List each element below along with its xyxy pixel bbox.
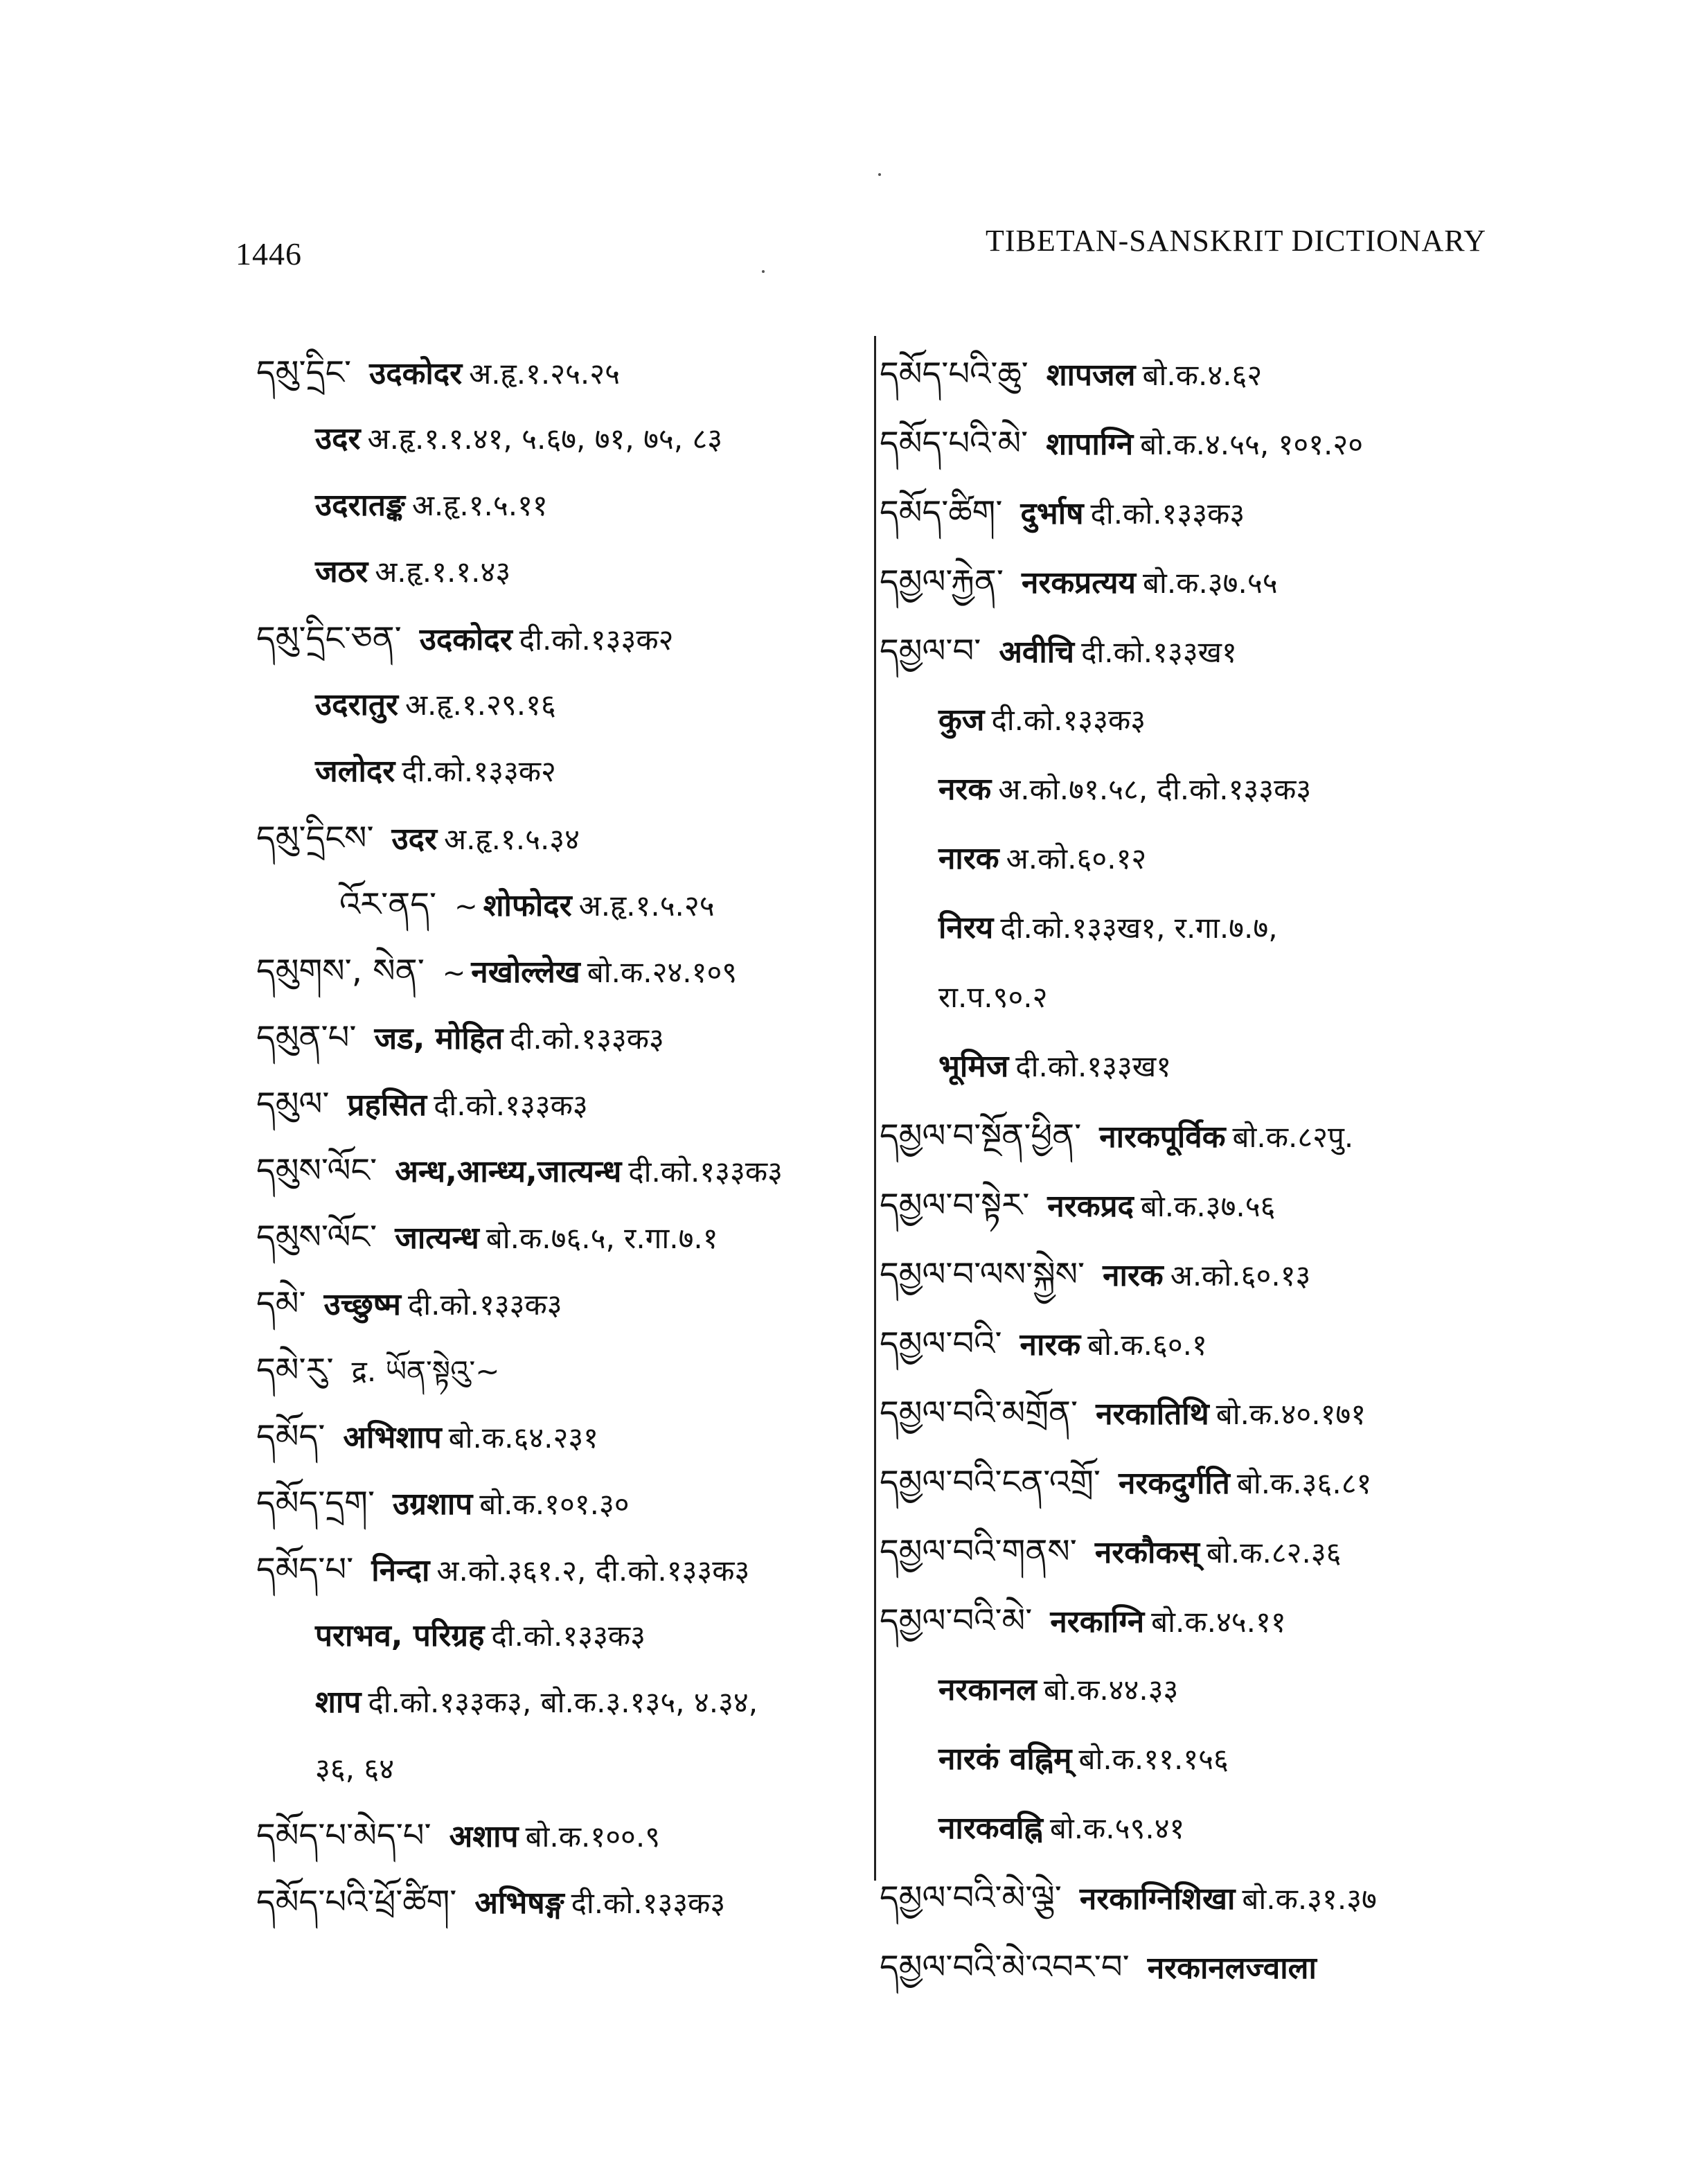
tibetan-headword: དམུལ་: [256, 1085, 330, 1124]
sanskrit-equivalent: नारक: [1019, 1327, 1081, 1362]
source-reference: द्र. ཡོན་སྟེའུ་~: [351, 1354, 500, 1388]
sanskrit-equivalent: नरक: [938, 772, 992, 807]
tibetan-headword: དམོད་པའི་ཆུ་: [880, 355, 1028, 393]
source-reference: दी.को.१३३क३: [991, 703, 1146, 737]
sanskrit-equivalent: नारकं वह्निम्: [938, 1741, 1072, 1777]
sanskrit-equivalent: उदरातङ्क: [315, 488, 405, 523]
tibetan-headword: དམུས་ལོང་: [256, 1151, 377, 1190]
tibetan-headword: དམོད་པའི་ཕྲོ་ཚིག་: [256, 1883, 457, 1921]
tibetan-headword: དམོད་པའི་མེ་: [880, 424, 1028, 463]
sanskrit-equivalent: उदकोदर: [419, 622, 513, 657]
dictionary-entry: [256, 1270, 873, 1337]
sanskrit-equivalent: अवीचि: [999, 634, 1075, 670]
dictionary-subentry: [256, 1669, 873, 1736]
dictionary-subentry: [256, 472, 873, 539]
dictionary-subentry: [256, 1603, 873, 1669]
source-reference: अ.हृ.१.५.११: [411, 488, 548, 522]
tibetan-headword: དམུ་དྲིངས་: [256, 819, 374, 858]
source-reference: दी.को.१३३क३: [1090, 497, 1245, 531]
source-reference: अ.को.७१.५८, दी.को.१३३क३: [998, 772, 1312, 806]
sanskrit-equivalent: नखोल्लेख: [471, 955, 580, 990]
dictionary-entry: [256, 1137, 873, 1204]
source-reference: बो.क.५९.४१: [1049, 1811, 1185, 1845]
tibetan-headword: དམོད་ཚིག་: [880, 493, 1003, 532]
sanskrit-equivalent: नरकानल: [938, 1672, 1037, 1707]
dictionary-entry: [880, 1378, 1544, 1448]
source-reference: बो.क.१००.९: [525, 1820, 661, 1854]
tibetan-headword: དམྱལ་བའི་གནས་: [880, 1532, 1077, 1571]
dictionary-entry: [256, 805, 873, 871]
dictionary-entry: [880, 1586, 1544, 1655]
source-reference: बो.क.४४.३३: [1043, 1673, 1179, 1707]
dictionary-entry: [880, 339, 1544, 409]
tibetan-headword: དམྱལ་བ་ལས་སྐྱེས་: [880, 1255, 1085, 1294]
tibetan-headword: དམོད་པ་: [256, 1550, 354, 1589]
running-title: TIBETAN-SANSKRIT DICTIONARY: [986, 224, 1486, 258]
sanskrit-equivalent: उदकोदर: [369, 356, 463, 391]
tibetan-headword: དམྱལ་བའི་ངན་འགྲོ་: [880, 1463, 1101, 1502]
source-reference: बो.क.६४.२३१: [448, 1421, 599, 1455]
dictionary-entry: [256, 1071, 873, 1137]
sanskrit-equivalent: नारकवह्नि: [938, 1811, 1043, 1846]
source-reference: दी.को.१३३क२: [402, 754, 556, 788]
sanskrit-equivalent: प्रहसित: [347, 1087, 427, 1123]
dictionary-subentry: [880, 963, 1544, 1032]
dictionary-entry: [256, 1337, 873, 1403]
tibetan-headword: དམོད་པ་མེད་པ་: [256, 1816, 431, 1855]
source-reference: दी.को.१३३क३: [510, 1022, 664, 1056]
source-reference: बो.क.३६.८१: [1236, 1466, 1372, 1500]
source-reference: अ.हृ.१.१.४३: [375, 555, 511, 589]
source-reference: दी.को.१३३क३, बो.क.३.१३५, ४.३४,: [368, 1685, 758, 1719]
tibetan-headword: དམྱལ་བ་: [880, 632, 981, 671]
tibetan-headword: དམུ་དྲིང་: [256, 353, 352, 392]
sanskrit-equivalent: निरय: [938, 910, 994, 945]
dictionary-entry: [880, 1933, 1544, 2002]
dictionary-subentry: [880, 824, 1544, 894]
sanskrit-equivalent: जड, मोहित: [374, 1021, 504, 1056]
sanskrit-equivalent: नरकाग्नि: [1050, 1604, 1145, 1640]
dictionary-subentry: [256, 406, 873, 472]
dictionary-subentry: [880, 686, 1544, 755]
dictionary-entry: [880, 1171, 1544, 1240]
dictionary-subentry: [880, 894, 1544, 963]
tibetan-headword: དམྱལ་བ་སྔོན་ཕྱིན་: [880, 1117, 1082, 1155]
sanskrit-equivalent: नरकानलज्वाला: [1147, 1951, 1317, 1986]
tibetan-headword: དམྱལ་བའི་མགྲོན་: [880, 1394, 1078, 1432]
source-reference: अ.को.६०.१३: [1170, 1259, 1311, 1293]
dictionary-subentry: [880, 1655, 1544, 1725]
tibetan-headword: དམོད་: [256, 1417, 326, 1456]
tibetan-headword: དམྱལ་བའི་: [880, 1324, 1002, 1363]
sanskrit-equivalent: नारक: [938, 841, 999, 876]
source-reference: दी.को.१३३ख१, र.गा.७.७,: [1000, 911, 1278, 945]
sanskrit-equivalent: नारक: [1103, 1258, 1164, 1293]
tibetan-headword: དམྱལ་བའི་མེ་ལྕེ་: [880, 1879, 1062, 1917]
dictionary-entry: [256, 1802, 873, 1869]
source-reference: दी.को.१३३क२: [519, 623, 674, 657]
dictionary-entry: [880, 1240, 1544, 1309]
dictionary-entry: [256, 1470, 873, 1536]
tibetan-headword: དམྱལ་རྐྱེན་: [880, 562, 1004, 601]
tibetan-headword: དམུས་ལོང་: [256, 1218, 377, 1257]
dictionary-subentry: [256, 672, 873, 738]
speck: [878, 173, 881, 176]
left-column: [256, 339, 873, 1935]
sanskrit-equivalent: उदरातुर: [315, 687, 398, 722]
source-reference: बो.क.३७.५५: [1143, 566, 1278, 600]
tibetan-headword: དམུ་དྲིང་ཅན་: [256, 619, 402, 658]
dictionary-entry: [880, 1517, 1544, 1586]
dictionary-entry: [880, 1448, 1544, 1517]
tibetan-headword: དམེ་: [256, 1284, 306, 1323]
sanskrit-equivalent: उग्रशाप: [393, 1486, 473, 1522]
source-reference: बो.क.१०१.३०: [479, 1487, 630, 1521]
sanskrit-equivalent: अशाप: [449, 1819, 519, 1854]
sanskrit-equivalent: नरकदुर्गति: [1119, 1466, 1230, 1501]
sanskrit-equivalent: अभिषङ्ग: [474, 1885, 564, 1921]
dictionary-entry: [880, 409, 1544, 478]
sanskrit-equivalent: उच्छुष्म: [323, 1287, 401, 1322]
source-reference: बो.क.३१.३७: [1242, 1882, 1377, 1916]
dictionary-entry: [880, 1101, 1544, 1171]
tibetan-headword: འོར་ནད་: [339, 885, 437, 924]
sanskrit-equivalent: जलोदर: [315, 754, 395, 789]
source-reference: बो.क.४.५५, १०१.२०: [1140, 427, 1364, 461]
sanskrit-equivalent: नारकपूर्विक: [1099, 1119, 1226, 1155]
source-reference: अ.हृ.१.१.४१, ५.६७, ७१, ७५, ८३: [367, 422, 723, 456]
sanskrit-equivalent: जठर: [315, 554, 368, 589]
dictionary-entry: [880, 616, 1544, 686]
sanskrit-equivalent: नरकौकस्: [1094, 1535, 1200, 1570]
source-reference: बो.क.८२पु.: [1232, 1120, 1354, 1154]
dictionary-subentry: [880, 1032, 1544, 1101]
source-reference: अ.हृ.१.२९.१६: [404, 688, 556, 722]
dictionary-entry: [880, 1863, 1544, 1933]
tilde-mark: ~: [454, 891, 478, 923]
source-reference: अ.हृ.१.५.३४: [444, 822, 580, 856]
source-reference: दी.को.१३३क३: [491, 1619, 646, 1653]
tibetan-headword: དམྱལ་བའི་མེ་འབར་བ་: [880, 1948, 1130, 1987]
sanskrit-equivalent: शाप: [315, 1685, 362, 1720]
tilde-mark: ~: [442, 957, 466, 989]
sanskrit-equivalent: जात्यन्ध: [395, 1220, 479, 1256]
source-reference: बो.क.६०.१: [1087, 1328, 1207, 1362]
dictionary-subentry: [880, 1794, 1544, 1863]
tibetan-headword: དམུན་པ་: [256, 1018, 357, 1057]
sanskrit-equivalent: निन्दा: [371, 1553, 430, 1588]
dictionary-subentry: [880, 1725, 1544, 1794]
source-reference: बो.क.३७.५६: [1140, 1189, 1276, 1223]
source-reference: ३६, ६४: [315, 1752, 395, 1786]
sanskrit-equivalent: नरकातिथि: [1096, 1396, 1209, 1432]
source-reference: अ.को.३६१.२, दी.को.१३३क३: [436, 1554, 750, 1588]
speck: [762, 270, 765, 273]
sanskrit-equivalent: शापाग्नि: [1046, 427, 1134, 462]
source-reference: बो.क.४५.११: [1151, 1605, 1286, 1639]
tibetan-headword: དམྱལ་བའི་མེ་: [880, 1601, 1033, 1640]
source-reference: दी.को.१३३क३: [628, 1155, 783, 1189]
sanskrit-equivalent: शापजल: [1046, 357, 1136, 393]
source-reference: बो.क.४.६२: [1142, 358, 1263, 392]
source-reference: दी.को.१३३क३: [407, 1288, 562, 1322]
tibetan-headword: དམྱལ་བ་སྟེར་: [880, 1186, 1030, 1225]
dictionary-subentry: [256, 1736, 873, 1802]
dictionary-subentry: [256, 738, 873, 805]
source-reference: अ.को.६०.१२: [1006, 842, 1147, 876]
source-reference: रा.प.९०.२: [938, 980, 1048, 1014]
dictionary-entry: [256, 1004, 873, 1071]
source-reference: दी.को.१३३क३: [434, 1088, 588, 1122]
sanskrit-equivalent: अन्ध,आन्ध्य,जात्यन्ध: [395, 1154, 622, 1189]
sanskrit-equivalent: भूमिज: [938, 1049, 1009, 1084]
tibetan-headword: དམེ་རུ་: [256, 1351, 334, 1390]
dictionary-entry: [880, 1309, 1544, 1378]
source-reference: दी.को.१३३ख१: [1015, 1049, 1172, 1083]
sanskrit-equivalent: अभिशाप: [343, 1420, 442, 1455]
tibetan-headword: དམོད་དྲག་: [256, 1484, 375, 1522]
source-reference: बो.क.७६.५, र.गा.७.१: [486, 1221, 718, 1255]
dictionary-subentry: [256, 871, 873, 938]
dictionary-subentry: [256, 539, 873, 605]
dictionary-entry: [256, 605, 873, 672]
source-reference: दी.को.१३३ख१: [1081, 635, 1237, 669]
dictionary-entry: [880, 547, 1544, 616]
dictionary-entry: [256, 1536, 873, 1603]
page-number: 1446: [235, 236, 302, 272]
dictionary-entry: [256, 1204, 873, 1270]
right-column: [880, 339, 1544, 2002]
source-reference: बो.क.११.१५६: [1078, 1742, 1229, 1776]
sanskrit-equivalent: नरकप्रत्यय: [1021, 565, 1136, 601]
source-reference: बो.क.२४.१०९: [587, 955, 738, 989]
dictionary-entry: [256, 1869, 873, 1935]
column-divider: [874, 336, 876, 1881]
sanskrit-equivalent: नरकाग्निशिखा: [1079, 1881, 1236, 1917]
tibetan-headword: དམུགས་, སེན་: [256, 952, 425, 991]
source-reference: अ.हृ.१.२५.२५: [469, 357, 620, 391]
sanskrit-equivalent: उदर: [391, 822, 438, 857]
dictionary-subentry: [880, 755, 1544, 824]
sanskrit-equivalent: कुज: [938, 702, 985, 738]
dictionary-entry: [256, 1403, 873, 1470]
source-reference: अ.हृ.१.५.२५: [578, 889, 715, 923]
sanskrit-equivalent: दुर्भाष: [1020, 496, 1084, 531]
dictionary-entry: [256, 938, 873, 1004]
sanskrit-equivalent: उदर: [315, 421, 361, 456]
source-reference: बो.क.८२.३६: [1206, 1536, 1342, 1570]
dictionary-entry: [880, 478, 1544, 547]
sanskrit-equivalent: नरकप्रद: [1047, 1189, 1134, 1224]
dictionary-entry: [256, 339, 873, 406]
sanskrit-equivalent: शोफोदर: [483, 888, 572, 923]
sanskrit-equivalent: पराभव, परिग्रह: [315, 1618, 485, 1653]
source-reference: दी.को.१३३क३: [571, 1886, 726, 1920]
source-reference: बो.क.४०.१७१: [1215, 1397, 1366, 1431]
